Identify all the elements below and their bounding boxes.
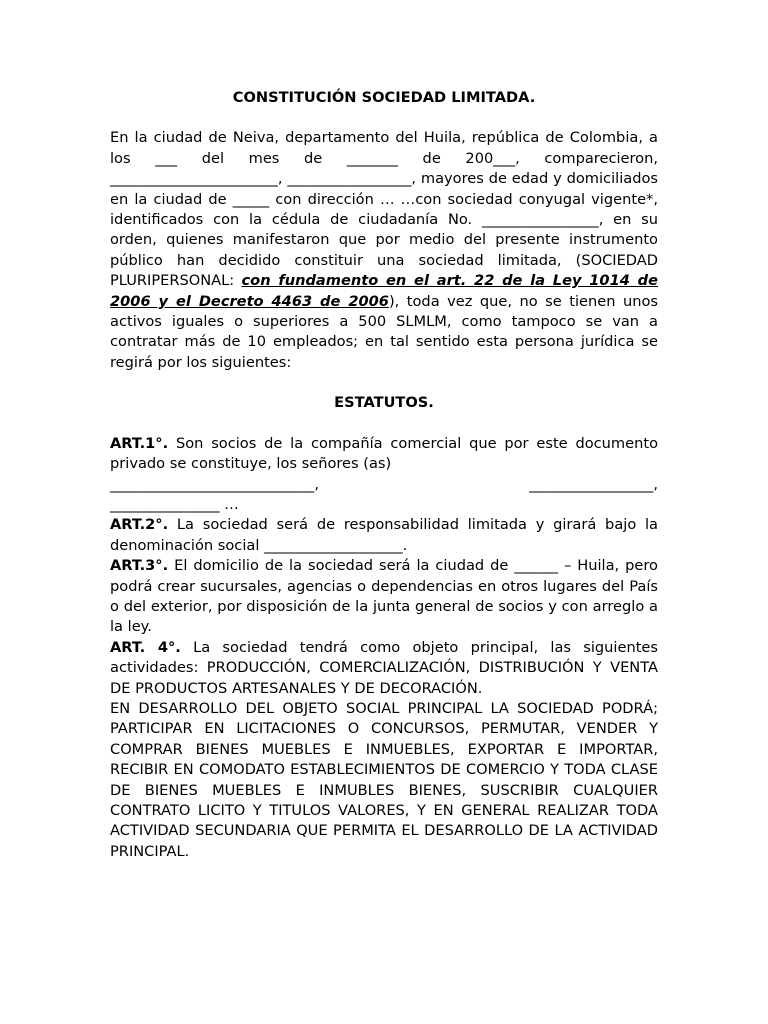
- article-4-text: La sociedad tendrá como objeto principal, las siguientes actividades: PRODUCCIÓN, COMERCIALIZACIÓN, DISTRIBUCIÓN Y VENTA DE PRODUCTOS ARTESANALES Y DE DECORACIÓN.: [110, 638, 658, 697]
- article-2-label: ART.2°.: [110, 516, 169, 534]
- intro-text-2: ), toda vez que, no se tienen unos activos iguales o superiores a 500 SLMLM, como tampoco se van a contratar más de 10 empleados; en tal sentido esta persona jurídica se regirá por los siguientes:: [110, 292, 658, 371]
- document-title: CONSTITUCIÓN SOCIEDAD LIMITADA.: [232, 89, 536, 106]
- document-page: [110, 88, 658, 862]
- article-3-label: ART.3°.: [110, 557, 169, 575]
- intro-paragraph: [110, 128, 658, 373]
- statutes-heading: ESTATUTOS.: [334, 394, 434, 412]
- article-4: [110, 638, 658, 699]
- intro-text-1: En la ciudad de Neiva, departamento del Huila, república de Colombia, a los ___ del mes de _______ de 200___, comparecieron, _______________________, _________________, mayores de edad y domiciliados en la ciudad de _____ con dirección … …con sociedad conyugal vigente*, identificados con la cédula de ciudadanía No. ________________, en su orden, quienes manifestaron que por medio del presente instrumento público han decidido constituir una sociedad limitada, (SOCIEDAD PLURIPERSONAL:: [110, 129, 658, 290]
- article-1-line-1: [110, 434, 658, 475]
- article-2: [110, 515, 658, 556]
- legal-reference: con fundamento en el art. 22 de la Ley 1014 de 2006 y el Decreto 4463 de 2006: [110, 272, 658, 310]
- article-4-continuation: EN DESARROLLO DEL OBJETO SOCIAL PRINCIPAL LA SOCIEDAD PODRÁ; PARTICIPAR EN LICITACIONES O CONCURSOS, PERMUTAR, VENDER Y COMPRAR BIENES MUEBLES E INMUEBLES, EXPORTAR E IMPORTAR, RECIBIR EN COMODATO ESTABLECIMIENTOS DE COMERCIO Y TODA CLASE DE BIENES MUEBLES E INMUBLES BIENES, SUSCRIBIR CUALQUIER CONTRATO LICITO Y TITULOS VALORES, Y EN GENERAL REALIZAR TODA ACTIVIDAD SECUNDARIA QUE PERMITA EL DESARROLLO DE LA ACTIVIDAD PRINCIPAL.: [110, 699, 658, 860]
- article-3-text: El domicilio de la sociedad será la ciudad de ______ – Huila, pero podrá crear sucursales, agencias o dependencias en otros lugares del País o del exterior, por disposición de la junta general de socios y con arreglo a la ley.: [110, 557, 658, 636]
- article-1-blanks-end: _______________ …: [110, 495, 239, 513]
- article-1-text: Son socios de la compañía comercial que por este documento privado se constituye, los señores (as): [110, 434, 658, 473]
- article-1: [110, 434, 658, 516]
- article-2-text: La sociedad será de responsabilidad limitada y girará bajo la denominación social ___________________.: [110, 516, 658, 554]
- article-1-label: ART.1°.: [110, 434, 169, 452]
- article-3: [110, 556, 658, 638]
- article-1-blanks: ____________________________, _________________,: [110, 475, 658, 493]
- article-4-label: ART. 4°.: [110, 638, 181, 656]
